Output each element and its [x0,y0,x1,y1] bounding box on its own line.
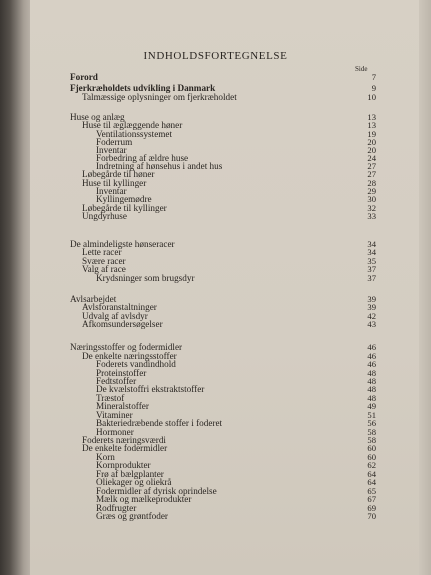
toc-entry-page-number: 39 [367,294,376,304]
toc-entry-title: Huse og anlæg [70,112,125,122]
toc-entry [0,211,431,221]
toc-entry-title: Oliekager og oliekrå [96,477,172,487]
toc-entry-page-number: 35 [367,256,376,266]
toc-entry-title: Hormoner [96,427,134,437]
toc-entry-page-number: 67 [367,494,376,504]
toc-entry-page-number: 7 [371,72,376,82]
toc-entry-title: De enkelte fodermidler [82,443,168,453]
toc-entry-title: De almindeligste hønseracer [70,239,175,249]
toc-entry-page-number: 65 [367,486,376,496]
toc-entry-title: Avlsforanstaltninger [82,302,157,312]
toc-entry-page-number: 49 [367,401,376,411]
toc-entry-page-number: 19 [367,129,376,139]
toc-entry-title: Ungdyrhuse [82,211,127,221]
toc-entry-title: Lette racer [82,247,122,257]
toc-entry-page-number: 10 [367,92,376,102]
toc-entry-page-number: 70 [367,511,376,521]
toc-entry-title: Forord [70,72,98,82]
toc-entry-title: Vitaminer [96,410,133,420]
toc-entry-page-number: 37 [367,264,376,274]
toc-entry-title: Krydsninger som brugsdyr [96,273,195,283]
toc-entry-page-number: 64 [367,477,376,487]
toc-entry-title: Forbedring af ældre huse [96,153,189,163]
toc-entry-title: Fjerkræholdets udvikling i Danmark [70,83,216,93]
side-column-header: Side [355,65,368,73]
toc-entry-title: Græs og grøntfoder [96,511,168,521]
toc-entry-page-number: 48 [367,368,376,378]
toc-entry-page-number: 58 [367,435,376,445]
toc-entry-title: Udvalg af avlsdyr [82,311,148,321]
toc-entry-page-number: 39 [367,302,376,312]
toc-entry-page-number: 28 [367,178,376,188]
toc-entry-page-number: 9 [371,83,376,93]
toc-entry-page-number: 20 [367,145,376,155]
toc-entry-page-number: 43 [367,319,376,329]
toc-entry-page-number: 48 [367,393,376,403]
toc-entry-title: Kyllingemødre [96,194,152,204]
toc-entry-title: Huse til kyllinger [82,178,147,188]
toc-entry-title: Træstof [96,393,125,403]
page-title: INDHOLDSFORTEGNELSE [143,50,288,62]
toc-entry-page-number: 13 [367,120,376,130]
toc-entry-page-number: 46 [367,342,376,352]
toc-entry-title: Avlsarbejdet [70,294,117,304]
toc-entry-title: Foderets næringsværdi [82,435,166,445]
toc-entry-page-number: 51 [367,410,376,420]
toc-entry-page-number: 34 [367,239,376,249]
toc-entry-title: Næringsstoffer og fodermidler [70,342,183,352]
toc-entry-page-number: 46 [367,351,376,361]
toc-entry-title: Valg af race [82,264,126,274]
toc-entry-page-number: 37 [367,273,376,283]
toc-entry-page-number: 34 [367,247,376,257]
toc-entry-page-number: 24 [367,153,376,163]
toc-entry-page-number: 46 [367,359,376,369]
toc-entry [0,92,431,102]
toc-entry-title: Fedtstoffer [96,376,137,386]
toc-entry-title: Frø af bælgplanter [96,469,164,479]
toc-entry-title: Talmæssige oplysninger om fjerkræholdet [82,92,237,102]
toc-entry [0,511,431,521]
toc-entry-page-number: 42 [367,311,376,321]
toc-entry-page-number: 29 [367,186,376,196]
toc-entry-page-number: 58 [367,427,376,437]
toc-entry-page-number: 62 [367,460,376,470]
toc-entry-title: Inventar [96,186,127,196]
toc-entry [0,72,431,82]
toc-entry-page-number: 64 [367,469,376,479]
toc-entry-page-number: 27 [367,169,376,179]
toc-entry-title: Foderrum [96,137,133,147]
toc-entry-page-number: 48 [367,376,376,386]
toc-entry-title: Mælk og mælkeprodukter [96,494,192,504]
toc-entry-title: Mineralstoffer [96,401,149,411]
toc-entry-title: Ventilationssystemet [96,129,173,139]
toc-entry-page-number: 20 [367,137,376,147]
toc-entry-title: Svære racer [82,256,126,266]
toc-entry-title: Indretning af hønsehus i andet hus [96,161,223,171]
toc-entry-title: Løbegårde til høner [82,169,155,179]
toc-entry-title: De enkelte næringsstoffer [82,351,177,361]
toc-entry-title: Korn [96,452,115,462]
toc-entry-title: Foderets vandindhold [96,359,176,369]
toc-entry-title: Fodermidler af dyrisk oprindelse [96,486,217,496]
toc-entry-title: Løbegårde til kyllinger [82,203,167,213]
toc-entry-title: Rodfrugter [96,503,137,513]
toc-entry-title: De kvælstoffri ekstraktstoffer [96,384,205,394]
toc-entry-page-number: 56 [367,418,376,428]
toc-entry-page-number: 48 [367,384,376,394]
toc-entry-page-number: 13 [367,112,376,122]
toc-entry-page-number: 30 [367,194,376,204]
toc-entry-page-number: 60 [367,443,376,453]
toc-entry [0,273,431,283]
toc-entry-page-number: 32 [367,203,376,213]
toc-entry-page-number: 60 [367,452,376,462]
toc-entry-title: Proteinstoffer [96,368,147,378]
toc-entry-page-number: 69 [367,503,376,513]
toc-entry [0,319,431,329]
toc-entry-page-number: 27 [367,161,376,171]
toc-entry-title: Huse til æglæggende høner [82,120,183,130]
toc-entry-page-number: 33 [367,211,376,221]
toc-entry-title: Afkomsundersøgelser [82,319,163,329]
toc-entry-title: Inventar [96,145,127,155]
toc-entry-title: Bakteriedræbende stoffer i foderet [96,418,223,428]
toc-entry-title: Kornprodukter [96,460,151,470]
